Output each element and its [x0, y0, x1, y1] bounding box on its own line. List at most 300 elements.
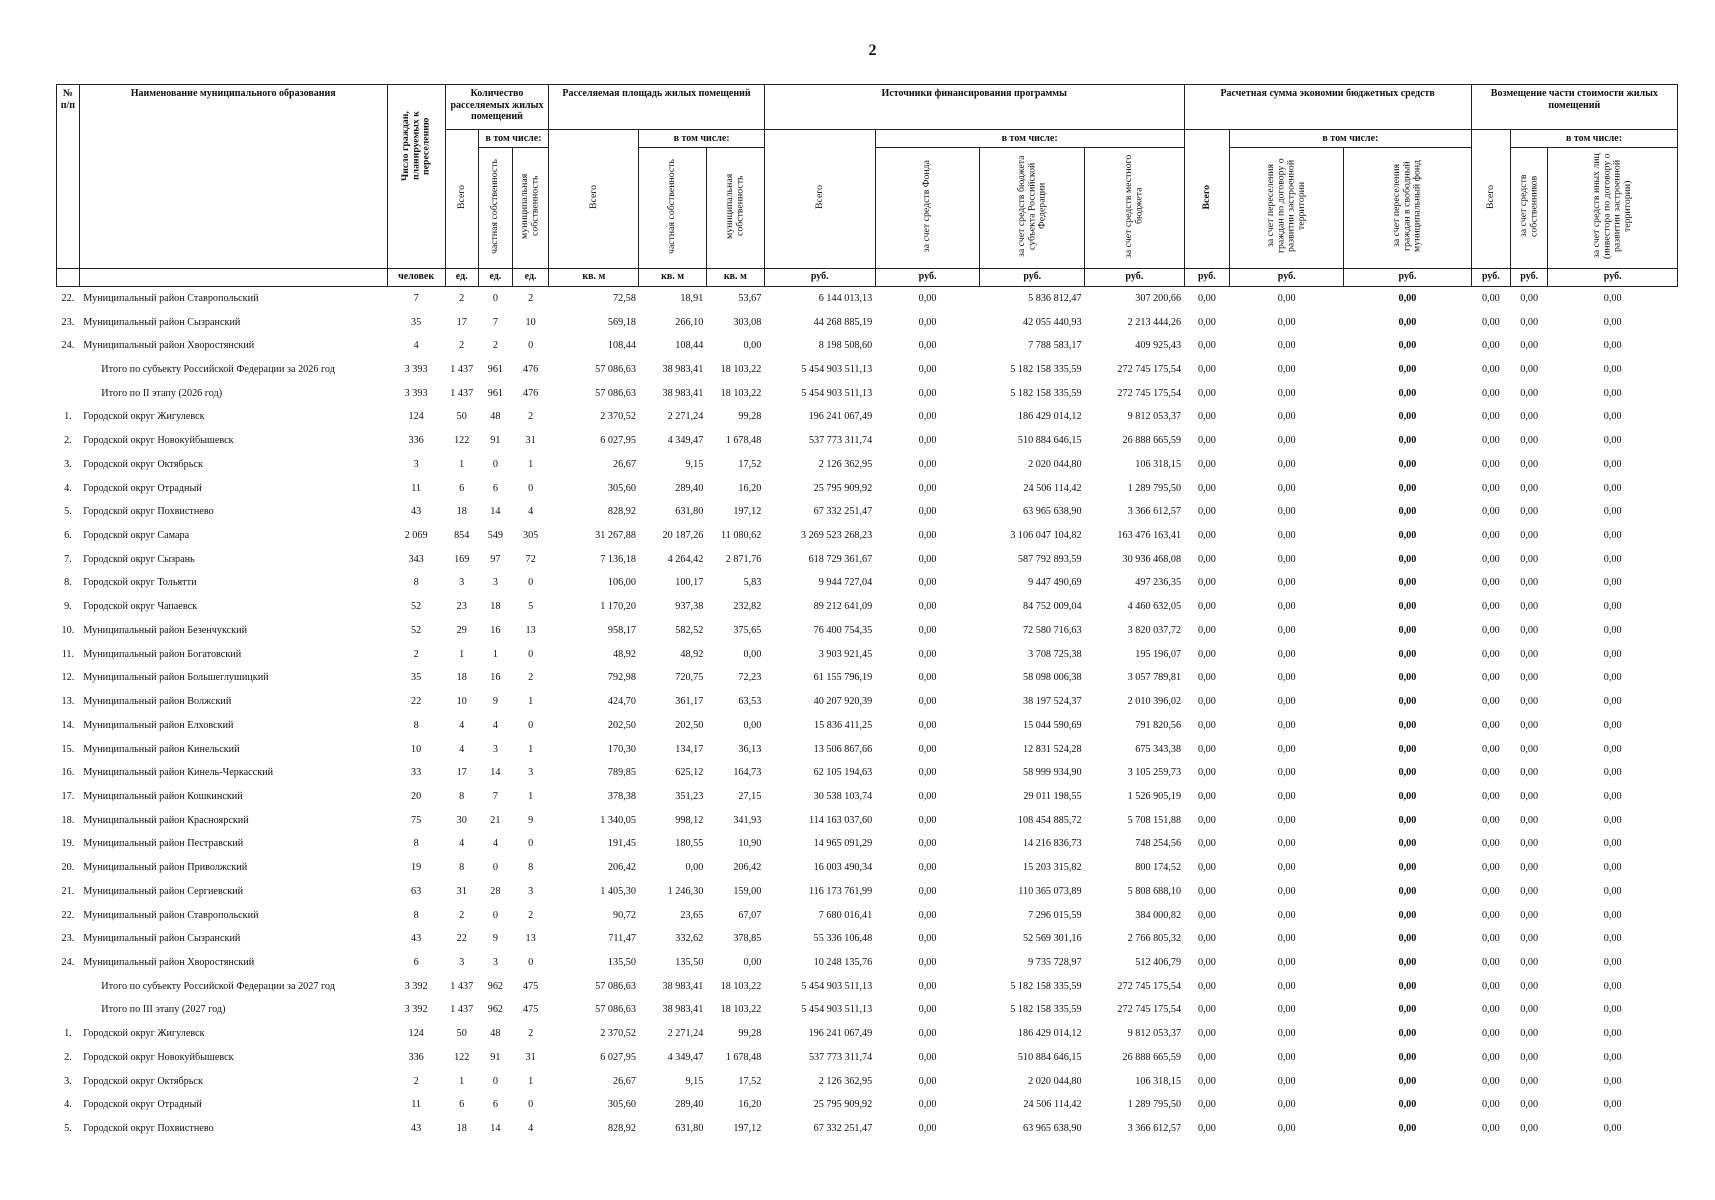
- value-cell: 0,00: [1197, 1075, 1216, 1087]
- col-name-header: Наименование муниципального образования: [79, 85, 387, 269]
- value-cell: 2: [528, 909, 534, 921]
- value-cell: 27,15: [738, 790, 762, 802]
- value-cell: 2 213 444,26: [1127, 316, 1182, 328]
- municipality-name: Городской округ Новокуйбышевск: [83, 1051, 234, 1063]
- municipality-name: Городской округ Самара: [83, 530, 190, 542]
- value-cell: 16,20: [738, 1099, 762, 1111]
- value-cell: 537 773 311,74: [808, 435, 873, 447]
- value-cell: 7: [492, 790, 498, 802]
- value-cell: 2 126 362,95: [818, 458, 873, 470]
- value-cell: 0,00: [1481, 814, 1500, 826]
- value-cell: 0,00: [1481, 411, 1500, 423]
- value-cell: 0,00: [1520, 482, 1539, 494]
- table-row: [57, 666, 1678, 690]
- value-cell: 8: [528, 862, 534, 874]
- value-cell: 0,00: [1197, 696, 1216, 708]
- value-cell: 43: [411, 506, 422, 518]
- value-cell: 0,00: [1603, 1123, 1622, 1135]
- value-cell: 0,00: [1277, 1051, 1296, 1063]
- value-cell: 0,00: [1398, 553, 1417, 565]
- value-cell: 108,44: [607, 340, 636, 352]
- unit-cell: человек: [387, 268, 445, 286]
- value-cell: 0,00: [918, 1051, 937, 1063]
- municipality-name: Итого по субъекту Российской Федерации за 2026 год: [101, 364, 335, 376]
- value-cell: 2 370,52: [600, 1028, 636, 1040]
- value-cell: 18 103,22: [720, 364, 762, 376]
- value-cell: 569,18: [607, 316, 636, 328]
- group-funding-header: Источники финансирования программы: [764, 85, 1184, 130]
- value-cell: 0,00: [1197, 909, 1216, 921]
- value-cell: 0,00: [1481, 624, 1500, 636]
- value-cell: 191,45: [607, 838, 636, 850]
- value-cell: 5 454 903 511,13: [801, 387, 873, 399]
- value-cell: 0,00: [1277, 719, 1296, 731]
- value-cell: 3 106 047 104,82: [1010, 530, 1082, 542]
- value-cell: 2: [413, 648, 419, 660]
- value-cell: 0,00: [1398, 862, 1417, 874]
- value-cell: 0,00: [1197, 885, 1216, 897]
- table-row: [57, 1117, 1678, 1141]
- value-cell: 2: [492, 340, 498, 352]
- value-cell: 0: [528, 340, 534, 352]
- row-number: 24.: [61, 956, 75, 968]
- row-number: 14.: [61, 719, 75, 731]
- value-cell: 0,00: [1398, 387, 1417, 399]
- row-number: 21.: [61, 885, 75, 897]
- value-cell: 0,00: [1277, 696, 1296, 708]
- table-row: [57, 832, 1678, 856]
- value-cell: 828,92: [607, 1123, 636, 1135]
- value-cell: 9: [528, 814, 534, 826]
- value-cell: 0,00: [1520, 411, 1539, 423]
- value-cell: 38 197 524,37: [1023, 696, 1082, 708]
- row-number: [57, 998, 80, 1022]
- value-cell: 0,00: [1197, 316, 1216, 328]
- group-savings-header: Расчетная сумма экономии бюджетных средств: [1184, 85, 1471, 130]
- value-cell: 169: [454, 553, 470, 565]
- value-cell: 0,00: [918, 506, 937, 518]
- value-cell: 0,00: [1197, 553, 1216, 565]
- value-cell: 197,12: [733, 1123, 762, 1135]
- value-cell: 4: [459, 719, 465, 731]
- count-municipal-header: муниципальная собственность: [512, 148, 548, 269]
- value-cell: 0,00: [1520, 790, 1539, 802]
- value-cell: 14 216 836,73: [1023, 838, 1082, 850]
- value-cell: 30: [456, 814, 467, 826]
- value-cell: 3 366 612,57: [1127, 1123, 1182, 1135]
- unit-cell: руб.: [1511, 268, 1548, 286]
- area-private-header: частная собственность: [639, 148, 706, 269]
- value-cell: 100,17: [675, 577, 704, 589]
- value-cell: 0,00: [1277, 933, 1296, 945]
- value-cell: 0,00: [1277, 956, 1296, 968]
- value-cell: 289,40: [675, 482, 704, 494]
- value-cell: 124: [408, 1028, 424, 1040]
- value-cell: 0,00: [1277, 1123, 1296, 1135]
- value-cell: 0,00: [1197, 1123, 1216, 1135]
- value-cell: 1: [492, 648, 498, 660]
- value-cell: 0,00: [918, 624, 937, 636]
- value-cell: 0,00: [918, 292, 937, 304]
- value-cell: 0,00: [1520, 577, 1539, 589]
- value-cell: 4: [459, 743, 465, 755]
- unit-cell: руб.: [764, 268, 875, 286]
- group-count-header: Количество расселяемых жилых помещений: [445, 85, 549, 130]
- value-cell: 341,93: [733, 814, 762, 826]
- municipality-name: Муниципальный район Кинельский: [83, 743, 240, 755]
- area-municipal-header: муниципальная собственность: [706, 148, 764, 269]
- value-cell: 13 506 867,66: [813, 743, 873, 755]
- row-number: 12.: [61, 672, 75, 684]
- value-cell: 0,00: [1197, 340, 1216, 352]
- value-cell: 0: [528, 719, 534, 731]
- value-cell: 159,00: [733, 885, 762, 897]
- value-cell: 5 182 158 335,59: [1010, 980, 1082, 992]
- value-cell: 0,00: [1481, 648, 1500, 660]
- value-cell: 791 820,56: [1135, 719, 1182, 731]
- value-cell: 0,00: [1481, 506, 1500, 518]
- value-cell: 15 203 315,82: [1023, 862, 1082, 874]
- value-cell: 0,00: [918, 814, 937, 826]
- value-cell: 0,00: [1277, 458, 1296, 470]
- value-cell: 0,00: [1277, 648, 1296, 660]
- value-cell: 3 057 789,81: [1127, 672, 1182, 684]
- row-number: 3.: [64, 458, 72, 470]
- value-cell: 3 392: [404, 1004, 428, 1016]
- value-cell: 3 269 523 268,23: [800, 530, 873, 542]
- value-cell: 23: [456, 601, 467, 613]
- municipality-name: Муниципальный район Богатовский: [83, 648, 242, 660]
- table-row: [57, 453, 1678, 477]
- value-cell: 18: [456, 672, 467, 684]
- value-cell: 3: [459, 956, 465, 968]
- value-cell: 55 336 106,48: [813, 933, 873, 945]
- value-cell: 0,00: [1197, 933, 1216, 945]
- value-cell: 0,00: [1197, 838, 1216, 850]
- value-cell: 2 020 044,80: [1028, 1075, 1082, 1087]
- value-cell: 18: [490, 601, 501, 613]
- value-cell: 0,00: [918, 411, 937, 423]
- value-cell: 8 198 508,60: [818, 340, 873, 352]
- value-cell: 0,00: [1520, 387, 1539, 399]
- value-cell: 0,00: [1277, 838, 1296, 850]
- municipality-name: Городской округ Жигулевск: [83, 1028, 205, 1040]
- value-cell: 4: [528, 1123, 534, 1135]
- value-cell: 3: [528, 767, 534, 779]
- value-cell: 0,00: [1277, 292, 1296, 304]
- value-cell: 625,12: [675, 767, 704, 779]
- value-cell: 8: [413, 719, 419, 731]
- value-cell: 0,00: [1277, 885, 1296, 897]
- value-cell: 0,00: [918, 482, 937, 494]
- value-cell: 31: [525, 1051, 536, 1063]
- value-cell: 0,00: [1603, 1028, 1622, 1040]
- value-cell: 9: [492, 696, 498, 708]
- value-cell: 9 447 490,69: [1028, 577, 1082, 589]
- value-cell: 2: [459, 340, 465, 352]
- value-cell: 828,92: [607, 506, 636, 518]
- value-cell: 12 831 524,28: [1023, 743, 1082, 755]
- value-cell: 409 925,43: [1135, 340, 1182, 352]
- value-cell: 8: [459, 862, 465, 874]
- value-cell: 0,00: [1481, 316, 1500, 328]
- value-cell: 0,00: [1277, 435, 1296, 447]
- value-cell: 0,00: [1520, 672, 1539, 684]
- value-cell: 0,00: [1481, 1123, 1500, 1135]
- value-cell: 6 027,95: [600, 435, 636, 447]
- value-cell: 303,08: [733, 316, 762, 328]
- value-cell: 1: [459, 458, 465, 470]
- comp-incl-header: в том числе:: [1511, 130, 1678, 148]
- value-cell: 0,00: [1481, 482, 1500, 494]
- value-cell: 476: [522, 364, 539, 376]
- value-cell: 50: [456, 1028, 467, 1040]
- value-cell: 0,00: [1398, 601, 1417, 613]
- value-cell: 6 144 013,13: [818, 292, 873, 304]
- value-cell: 25 795 909,92: [813, 1099, 873, 1111]
- row-number: 22.: [61, 909, 75, 921]
- value-cell: 0,00: [1398, 506, 1417, 518]
- value-cell: 2: [528, 292, 534, 304]
- value-cell: 48,92: [680, 648, 704, 660]
- value-cell: 1: [528, 458, 534, 470]
- value-cell: 0,00: [1277, 767, 1296, 779]
- unit-cell: кв. м: [549, 268, 639, 286]
- value-cell: 0,00: [1481, 862, 1500, 874]
- row-number: 2.: [64, 1051, 72, 1063]
- value-cell: 97: [490, 553, 501, 565]
- value-cell: 4 349,47: [667, 1051, 704, 1063]
- table-row: [57, 1093, 1678, 1117]
- value-cell: 0,00: [1520, 435, 1539, 447]
- value-cell: 16: [490, 624, 501, 636]
- value-cell: 20 187,26: [662, 530, 704, 542]
- municipality-name: Городской округ Похвистнево: [83, 1123, 214, 1135]
- value-cell: 958,17: [607, 624, 636, 636]
- value-cell: 1 437: [450, 980, 474, 992]
- value-cell: 6: [413, 956, 419, 968]
- value-cell: 0,00: [1398, 648, 1417, 660]
- value-cell: 3 903 921,45: [818, 648, 873, 660]
- value-cell: 0,00: [1520, 458, 1539, 470]
- value-cell: 2 766 805,32: [1127, 933, 1182, 945]
- value-cell: 1 170,20: [600, 601, 636, 613]
- value-cell: 25 795 909,92: [813, 482, 873, 494]
- value-cell: 0,00: [918, 696, 937, 708]
- value-cell: 0,00: [1603, 1004, 1622, 1016]
- value-cell: 0,00: [918, 387, 937, 399]
- value-cell: 0: [528, 1099, 534, 1111]
- value-cell: 0,00: [918, 672, 937, 684]
- value-cell: 2: [528, 672, 534, 684]
- value-cell: 1 289 795,50: [1127, 1099, 1182, 1111]
- municipality-name: Муниципальный район Елховский: [83, 719, 234, 731]
- value-cell: 17,52: [738, 1075, 762, 1087]
- area-total-header: Всего: [549, 130, 639, 269]
- municipality-name: Итого по II этапу (2026 год): [101, 387, 223, 399]
- value-cell: 5 182 158 335,59: [1010, 387, 1082, 399]
- value-cell: 0,00: [1603, 458, 1622, 470]
- value-cell: 476: [522, 387, 539, 399]
- value-cell: 67,07: [738, 909, 762, 921]
- value-cell: 9 812 053,37: [1127, 411, 1182, 423]
- value-cell: 0,00: [1398, 885, 1417, 897]
- subtotal-row: [57, 974, 1678, 998]
- row-number: 23.: [61, 316, 75, 328]
- municipality-name: Городской округ Отрадный: [83, 482, 202, 494]
- value-cell: 134,17: [675, 743, 704, 755]
- value-cell: 206,42: [607, 862, 636, 874]
- value-cell: 48,92: [613, 648, 636, 660]
- value-cell: 0,00: [1398, 1075, 1417, 1087]
- value-cell: 0,00: [918, 909, 937, 921]
- value-cell: 57 086,63: [595, 364, 636, 376]
- value-cell: 0,00: [1398, 316, 1417, 328]
- value-cell: 0,00: [1277, 624, 1296, 636]
- value-cell: 0,00: [1197, 364, 1216, 376]
- unit-cell: кв. м: [706, 268, 764, 286]
- value-cell: 53,67: [738, 292, 762, 304]
- value-cell: 0,00: [1603, 292, 1622, 304]
- value-cell: 0,00: [918, 1004, 937, 1016]
- unit-cell: ед.: [445, 268, 478, 286]
- value-cell: 1: [459, 648, 465, 660]
- value-cell: 272 745 175,54: [1117, 1004, 1182, 1016]
- value-cell: 0,00: [1603, 601, 1622, 613]
- value-cell: 3: [459, 577, 465, 589]
- value-cell: 0,00: [1398, 814, 1417, 826]
- value-cell: 124: [408, 411, 424, 423]
- value-cell: 180,55: [675, 838, 704, 850]
- value-cell: 0,00: [1398, 340, 1417, 352]
- value-cell: 0,00: [1398, 1004, 1417, 1016]
- value-cell: 0,00: [1603, 980, 1622, 992]
- table-row: [57, 334, 1678, 358]
- row-number: 9.: [64, 601, 72, 613]
- value-cell: 0,00: [1481, 743, 1500, 755]
- value-cell: 22: [411, 696, 422, 708]
- value-cell: 0,00: [1197, 530, 1216, 542]
- value-cell: 0,00: [918, 577, 937, 589]
- table-row: [57, 571, 1678, 595]
- value-cell: 33: [411, 767, 422, 779]
- value-cell: 675 343,38: [1135, 743, 1182, 755]
- value-cell: 0: [492, 458, 498, 470]
- row-number: 7.: [64, 553, 72, 565]
- value-cell: 0,00: [743, 719, 762, 731]
- value-cell: 0,00: [1603, 743, 1622, 755]
- value-cell: 0,00: [918, 553, 937, 565]
- value-cell: 0,00: [918, 980, 937, 992]
- value-cell: 0,00: [1481, 1028, 1500, 1040]
- value-cell: 2 069: [404, 530, 428, 542]
- value-cell: 43: [411, 933, 422, 945]
- table-row: [57, 761, 1678, 785]
- value-cell: 6 027,95: [600, 1051, 636, 1063]
- value-cell: 21: [490, 814, 501, 826]
- value-cell: 0,00: [1398, 933, 1417, 945]
- municipality-name: Городской округ Сызрань: [83, 553, 195, 565]
- unit-cell: руб.: [875, 268, 980, 286]
- value-cell: 0,00: [1520, 696, 1539, 708]
- value-cell: 63 965 638,90: [1023, 1123, 1082, 1135]
- value-cell: 0,00: [1520, 292, 1539, 304]
- value-cell: 10: [411, 743, 422, 755]
- value-cell: 0,00: [1603, 956, 1622, 968]
- value-cell: 7 296 015,59: [1028, 909, 1082, 921]
- unit-cell: ед.: [512, 268, 548, 286]
- value-cell: 961: [487, 364, 504, 376]
- value-cell: 1: [528, 743, 534, 755]
- value-cell: 0,00: [1197, 767, 1216, 779]
- unit-cell: руб.: [1085, 268, 1185, 286]
- value-cell: 195 196,07: [1135, 648, 1182, 660]
- value-cell: 0,00: [1277, 980, 1296, 992]
- value-cell: 13: [525, 933, 536, 945]
- value-cell: 0,00: [1398, 743, 1417, 755]
- value-cell: 9 735 728,97: [1028, 956, 1082, 968]
- municipality-name: Городской округ Тольятти: [83, 577, 197, 589]
- value-cell: 10: [456, 696, 467, 708]
- value-cell: 0,00: [1277, 1028, 1296, 1040]
- value-cell: 6: [459, 482, 465, 494]
- value-cell: 0,00: [1277, 553, 1296, 565]
- value-cell: 0,00: [1277, 411, 1296, 423]
- value-cell: 0,00: [918, 435, 937, 447]
- value-cell: 5 836 812,47: [1028, 292, 1082, 304]
- value-cell: 52 569 301,16: [1023, 933, 1082, 945]
- value-cell: 0,00: [1277, 790, 1296, 802]
- value-cell: 38 983,41: [662, 387, 704, 399]
- area-incl-header: в том числе:: [639, 130, 764, 148]
- value-cell: 1 437: [450, 1004, 474, 1016]
- municipality-name: Муниципальный район Ставропольский: [83, 909, 259, 921]
- value-cell: 0,00: [1277, 316, 1296, 328]
- value-cell: 937,38: [675, 601, 704, 613]
- municipality-name: Муниципальный район Ставропольский: [83, 292, 259, 304]
- value-cell: 1 437: [450, 364, 474, 376]
- value-cell: 1: [528, 1075, 534, 1087]
- table-row: [57, 903, 1678, 927]
- value-cell: 1: [528, 696, 534, 708]
- value-cell: 6: [492, 1099, 498, 1111]
- value-cell: 9,15: [685, 1075, 704, 1087]
- subtotal-row: [57, 381, 1678, 405]
- value-cell: 0,00: [1603, 1099, 1622, 1111]
- value-cell: 8: [413, 909, 419, 921]
- value-cell: 0,00: [1277, 909, 1296, 921]
- savings-free-header: за счет переселения граждан в свободный муниципальный фонд: [1344, 148, 1471, 269]
- value-cell: 0,00: [918, 933, 937, 945]
- table-row: [57, 405, 1678, 429]
- value-cell: 332,62: [675, 933, 704, 945]
- value-cell: 0,00: [918, 862, 937, 874]
- value-cell: 0,00: [1603, 1075, 1622, 1087]
- value-cell: 582,52: [675, 624, 704, 636]
- value-cell: 0,00: [1481, 790, 1500, 802]
- value-cell: 17: [456, 316, 467, 328]
- value-cell: 1 246,30: [667, 885, 704, 897]
- value-cell: 0,00: [1197, 1099, 1216, 1111]
- value-cell: 0,00: [1398, 1028, 1417, 1040]
- value-cell: 0,00: [1398, 909, 1417, 921]
- value-cell: 63 965 638,90: [1023, 506, 1082, 518]
- value-cell: 5: [528, 601, 534, 613]
- value-cell: 17: [456, 767, 467, 779]
- value-cell: 3: [492, 577, 498, 589]
- municipality-name: Муниципальный район Волжский: [83, 696, 232, 708]
- value-cell: 38 983,41: [662, 1004, 704, 1016]
